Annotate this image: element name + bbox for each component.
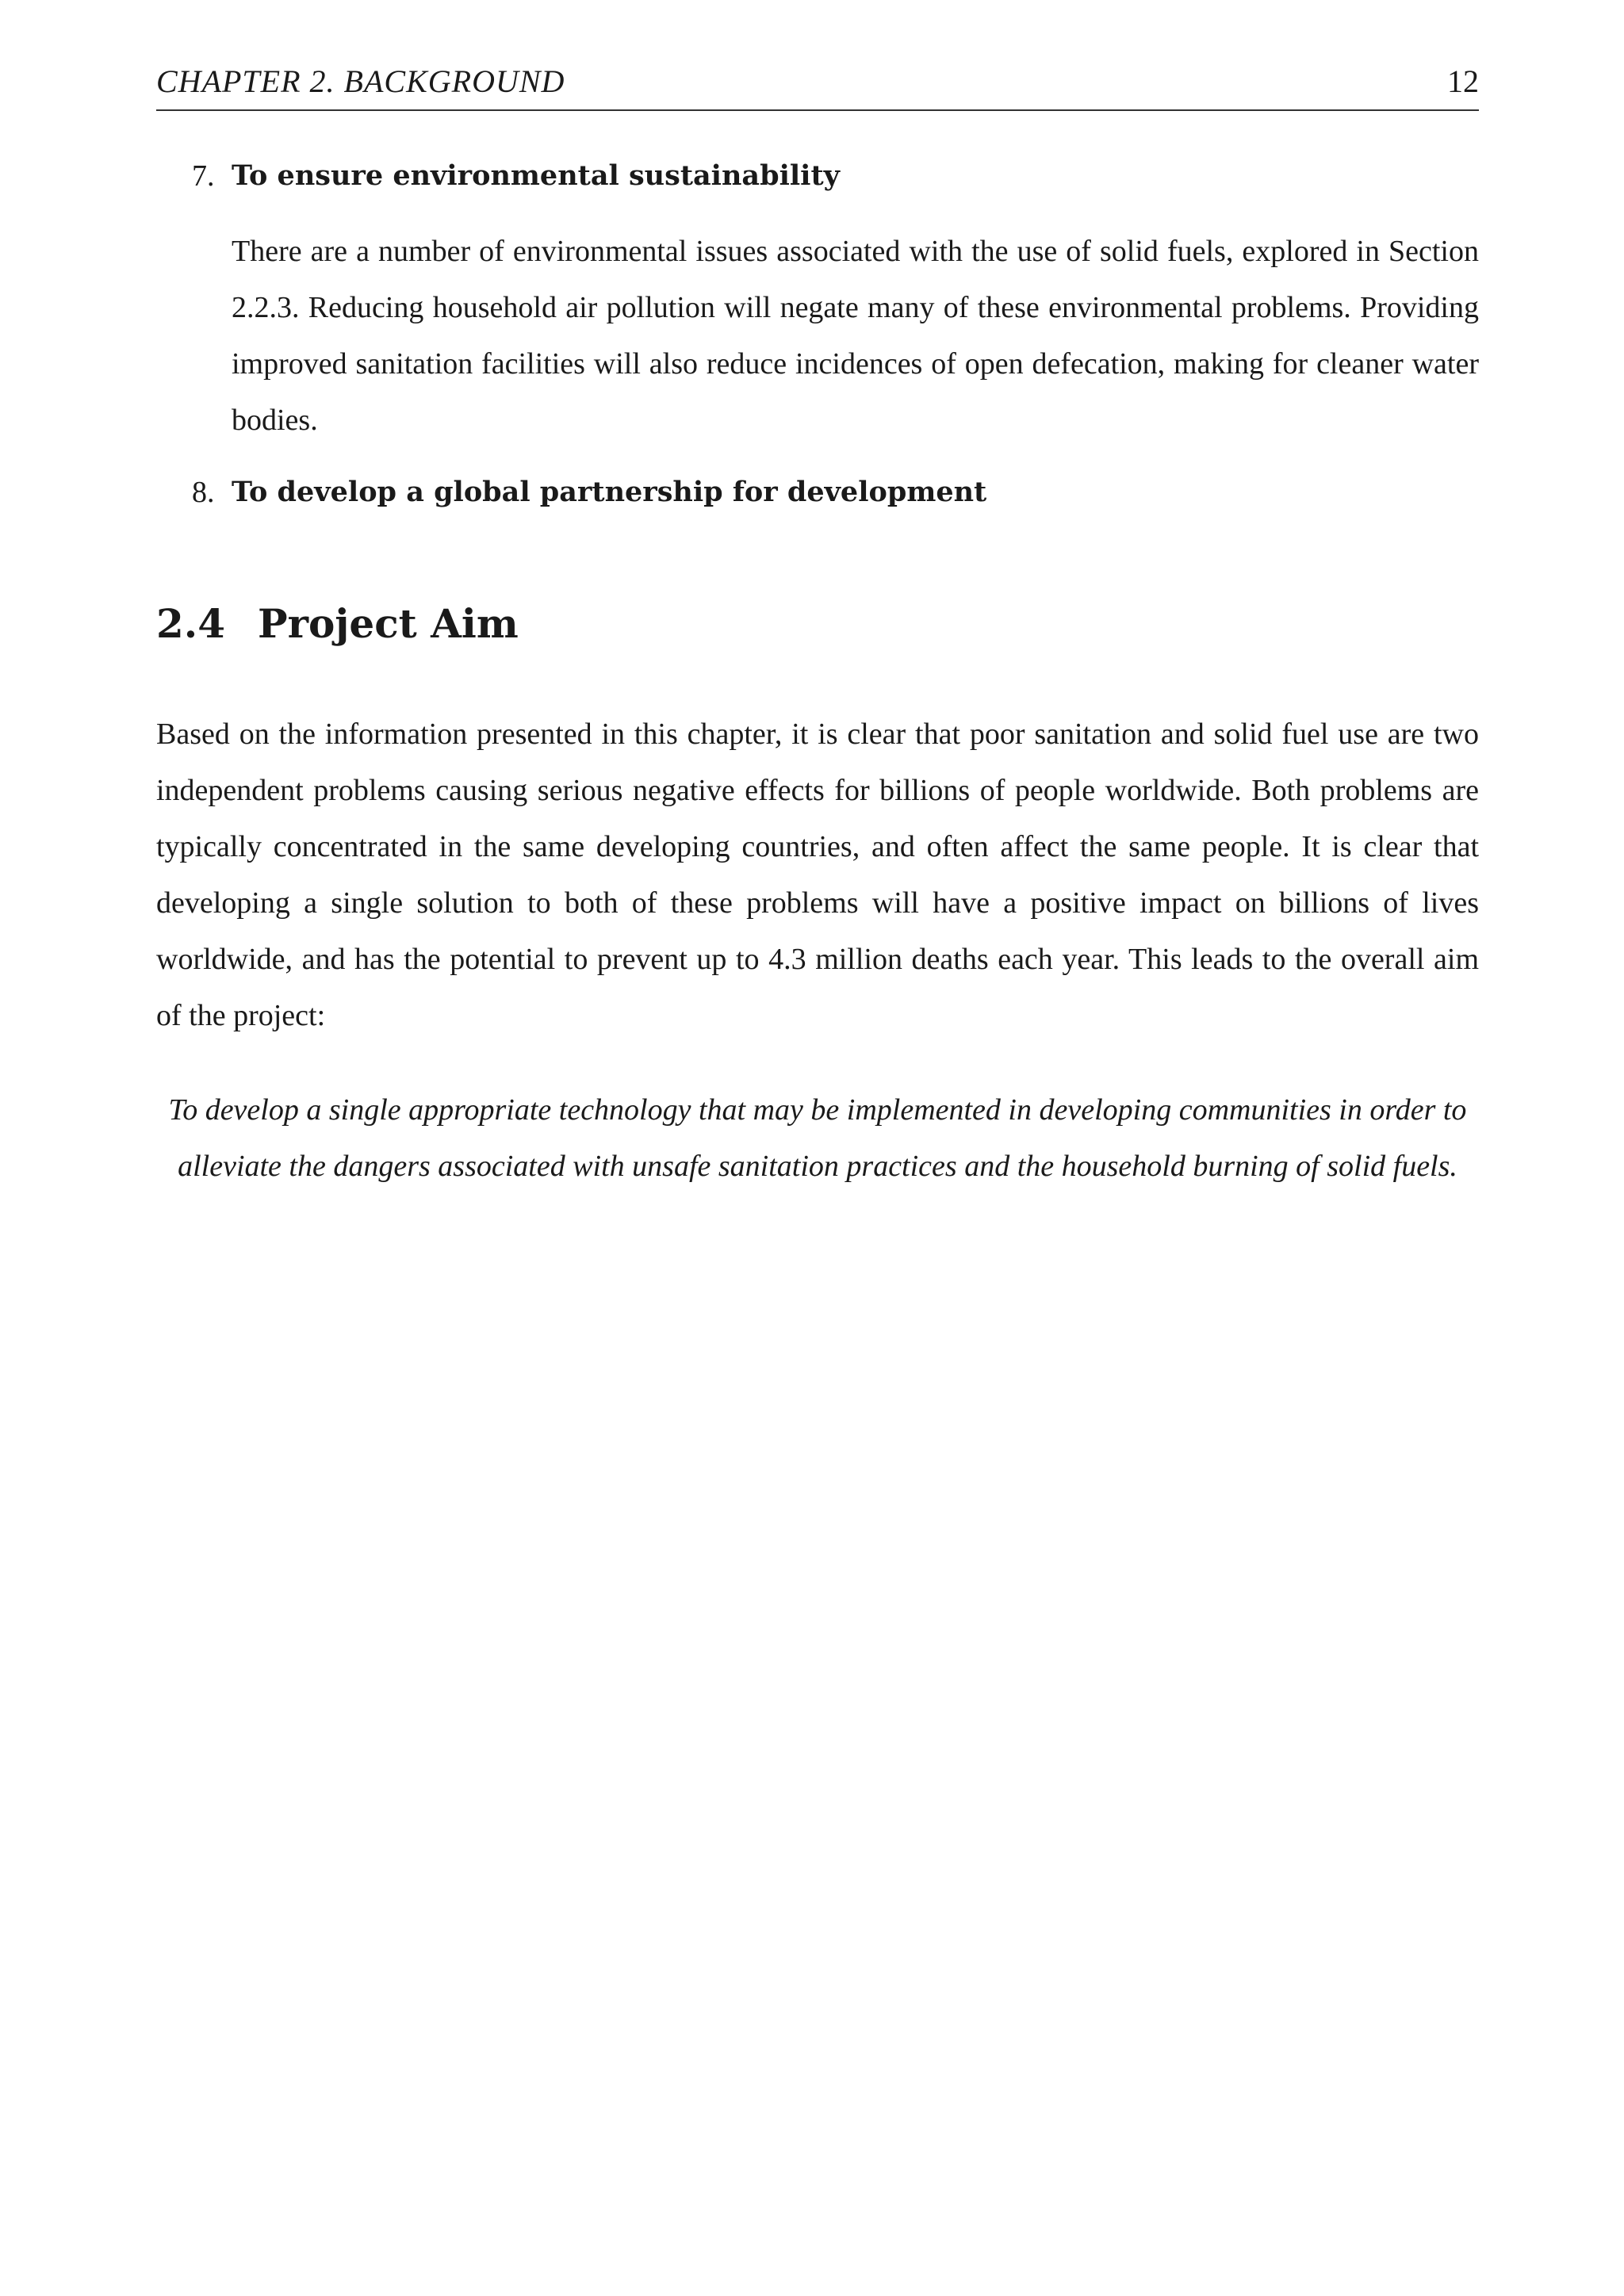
- chapter-title: CHAPTER 2. BACKGROUND: [156, 63, 565, 99]
- body-paragraph: Based on the information presented in this chapter, it is clear that poor sanitation and solid fuel use are two independent problems causing serious negative effects for billions of people worldwide. Both problems are typically concentrated in the same developing countries, and often affect the same people. It is clear that developing a single solution to both of these problems will have a positive impact on billions of lives worldwide, and has the potential to prevent up to 4.3 million deaths each year. This leads to the overall aim of the project:: [156, 718, 1479, 1032]
- section-title: Project Aim: [258, 600, 519, 647]
- list-item-number: 7.: [192, 159, 215, 193]
- section-heading: [156, 596, 519, 652]
- list-item-number: 8.: [192, 476, 215, 509]
- list-item-title: To develop a global partnership for development: [232, 476, 987, 508]
- page-number: 12: [1447, 63, 1479, 99]
- running-header: [156, 62, 1479, 111]
- project-aim-statement: To develop a single appropriate technology that may be implemented in developing communities in order to alleviate the dangers associated with unsafe sanitation practices and the household burning of solid fuels.: [168, 1093, 1467, 1183]
- section-number: 2.4: [156, 600, 225, 647]
- list-item-title: To ensure environmental sustainability: [232, 159, 840, 192]
- list-item-body: There are a number of environmental issues associated with the use of solid fuels, explored in Section 2.2.3. Reducing household air pollution will negate many of these environmental problems. Providing improved sanitation facilities will also reduce incidences of open defecation, making for cleaner water bodies.: [232, 235, 1479, 437]
